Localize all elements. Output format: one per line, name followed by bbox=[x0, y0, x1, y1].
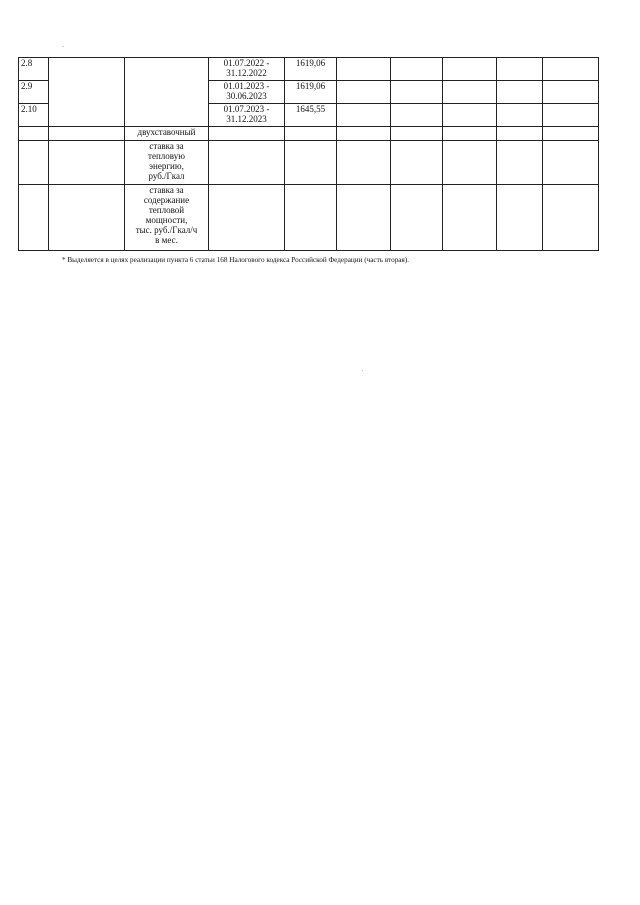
period-cell: 01.07.2022 - 31.12.2022 bbox=[209, 58, 285, 81]
rate-type-cell bbox=[125, 58, 209, 127]
row-number: 2.9 bbox=[19, 81, 49, 104]
empty-cell bbox=[209, 185, 285, 251]
empty-cell bbox=[337, 81, 391, 104]
empty-cell bbox=[443, 127, 497, 141]
empty-cell bbox=[543, 185, 599, 251]
empty-cell bbox=[497, 185, 543, 251]
tariff-value: 1645,55 bbox=[285, 104, 337, 127]
empty-cell bbox=[337, 185, 391, 251]
empty-cell bbox=[391, 81, 443, 104]
group-cell bbox=[49, 58, 125, 127]
table-row bbox=[19, 58, 599, 81]
empty-cell bbox=[543, 81, 599, 104]
table-row bbox=[19, 127, 599, 141]
empty-cell bbox=[391, 127, 443, 141]
empty-cell bbox=[443, 185, 497, 251]
tariff-table bbox=[18, 57, 599, 251]
empty-cell bbox=[443, 81, 497, 104]
empty-cell bbox=[391, 58, 443, 81]
empty-cell bbox=[49, 185, 125, 251]
empty-cell bbox=[19, 185, 49, 251]
empty-cell bbox=[497, 127, 543, 141]
empty-cell bbox=[19, 141, 49, 185]
empty-cell bbox=[337, 141, 391, 185]
empty-cell bbox=[285, 185, 337, 251]
empty-cell bbox=[209, 141, 285, 185]
empty-cell bbox=[443, 58, 497, 81]
empty-cell bbox=[49, 127, 125, 141]
empty-cell bbox=[391, 185, 443, 251]
empty-cell bbox=[19, 127, 49, 141]
empty-cell bbox=[497, 104, 543, 127]
page-mark: - bbox=[62, 44, 64, 50]
empty-cell bbox=[543, 127, 599, 141]
capacity-rate-label: ставка за содержание тепловой мощности, тыс. руб./Гкал/ч в мес. bbox=[125, 185, 209, 251]
tariff-value: 1619,06 bbox=[285, 81, 337, 104]
row-number: 2.10 bbox=[19, 104, 49, 127]
empty-cell bbox=[543, 141, 599, 185]
two-rate-label: двухставочный bbox=[125, 127, 209, 141]
table-row bbox=[19, 141, 599, 185]
footnote: * Выделяется в целях реализации пункта 6 статьи 168 Налогового кодекса Российской Федерации (часть вторая). bbox=[62, 256, 409, 264]
empty-cell bbox=[391, 104, 443, 127]
scan-speck bbox=[362, 370, 363, 371]
energy-rate-label: ставка за тепловую энергию, руб./Гкал bbox=[125, 141, 209, 185]
empty-cell bbox=[443, 104, 497, 127]
empty-cell bbox=[49, 141, 125, 185]
empty-cell bbox=[391, 141, 443, 185]
empty-cell bbox=[209, 127, 285, 141]
empty-cell bbox=[443, 141, 497, 185]
empty-cell bbox=[497, 58, 543, 81]
empty-cell bbox=[543, 58, 599, 81]
row-number: 2.8 bbox=[19, 58, 49, 81]
empty-cell bbox=[497, 81, 543, 104]
empty-cell bbox=[285, 141, 337, 185]
empty-cell bbox=[285, 127, 337, 141]
table-row bbox=[19, 185, 599, 251]
empty-cell bbox=[337, 58, 391, 81]
period-cell: 01.07.2023 - 31.12.2023 bbox=[209, 104, 285, 127]
tariff-value: 1619,06 bbox=[285, 58, 337, 81]
empty-cell bbox=[543, 104, 599, 127]
empty-cell bbox=[497, 141, 543, 185]
empty-cell bbox=[337, 104, 391, 127]
empty-cell bbox=[337, 127, 391, 141]
period-cell: 01.01.2023 - 30.06.2023 bbox=[209, 81, 285, 104]
